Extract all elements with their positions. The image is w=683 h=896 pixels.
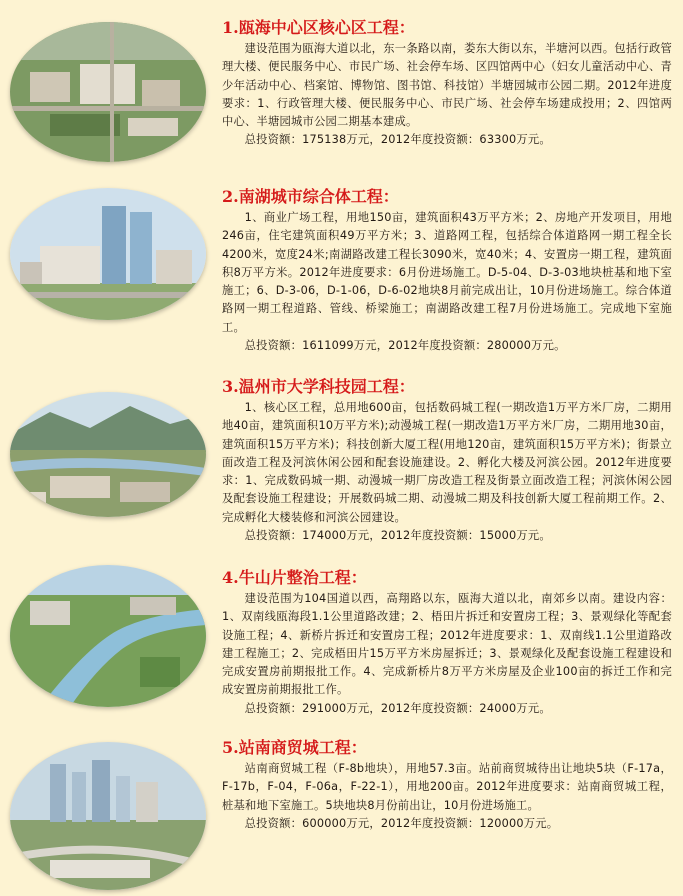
project-image-2 xyxy=(10,188,206,320)
project-description: 建设范围为104国道以西，高翔路以东，瓯海大道以北，南郊乡以南。建设内容：1、双南线瓯海段1.1公里道路改建；2、梧田片拆迁和安置房工程；3、景观绿化等配套设施工程；4、新桥片拆迁和安置房工程；2012年进度要求：1、双南线1.1公里道路改建工程施工；2、完成梧田片15万平方米房屋拆迁；3、景观绿化及配套设施工程建设和完成安置房前期报批工作。4、完成新桥片8万平方米房屋及企业100亩的拆迁工作和完成安置房前期报批工作。 xyxy=(222,592,672,697)
project-title: 3.温州市大学科技园工程： xyxy=(222,377,415,396)
project-investment: 总投资额：1611099万元，2012年度投资额：280000万元。 xyxy=(244,339,566,353)
project-description: 建设范围为瓯海大道以北，东一条路以南，娄东大街以东，半塘河以西。包括行政管理大楼、便民服务中心、市民广场、社会停车场、区四馆两中心（妇女儿童活动中心、青少年活动中心、档案馆、博物馆、图书馆、科技馆）半塘园城市公园二期。2012年进度要求：1、行政管理大楼、便民服务中心、市民广场、社会停车场建成投用；2、四馆两中心、半塘园城市公园二期基本建成。 xyxy=(222,42,672,129)
project-section-1 xyxy=(0,0,683,175)
project-description: 站南商贸城工程（F-8b地块），用地57.3亩。站前商贸城待出让地块5块（F-17a，F-17b，F-04，F-06a，F-22-1），用地200亩。2012年进度要求：站南商贸城工程，桩基和地下室施工。5块地块8月份前出让，10月份进场施工。 xyxy=(222,762,672,812)
project-description: 1、商业广场工程，用地150亩，建筑面积43万平方米；2、房地产开发项目，用地246亩，住宅建筑面积49万平方米；3、道路网工程，包括综合体道路网一期工程全长4200米，宽度24米;南湖路改建工程长3090米，宽40米；4、安置房一期工程，建筑面积8万平方米。2012年进度要求：6月份进场施工。D-5-04、D-3-03地块桩基和地下室施工；6、D-3-06，D-1-06，D-6-02地块8月前完成出让，10月份进场施工。综合体道路网一期工程道路、管线、桥梁施工；南湖路改建工程7月份进场施工。完成地下室施工。 xyxy=(222,211,672,334)
project-image-1 xyxy=(10,22,206,162)
project-description: 1、核心区工程，总用地600亩，包括数码城工程(一期改造1万平方米厂房，二期用地40亩，建筑面积10万平方米);动漫城工程(一期改造1万平方米厂房，二期用地30亩，建筑面积15万平方米)；科技创新大厦工程(用地120亩，建筑面积15万平方米)；街景立面改造工程及河滨休闲公园和配套设施建设。2、孵化大楼及河滨公园。2012年进度要求：1、完成数码城一期、动漫城一期厂房改造工程及街景立面改造工程；河滨休闲公园及配套设施工程建设；开展数码城二期、动漫城二期及科技创新大厦工程前期工作。2、完成孵化大楼装修和河滨公园建设。 xyxy=(222,401,672,524)
project-section-4 xyxy=(0,560,683,730)
project-investment: 总投资额：174000万元，2012年度投资额：15000万元。 xyxy=(244,529,551,543)
project-investment: 总投资额：175138万元，2012年度投资额：63300万元。 xyxy=(244,133,551,147)
project-image-3 xyxy=(10,392,206,517)
project-title: 5.站南商贸城工程： xyxy=(222,738,367,757)
project-title: 1.瓯海中心区核心区工程： xyxy=(222,18,415,37)
project-image-4 xyxy=(10,565,206,707)
project-section-5 xyxy=(0,730,683,896)
project-section-3 xyxy=(0,365,683,560)
project-section-2 xyxy=(0,175,683,365)
project-title: 4.牛山片整治工程： xyxy=(222,568,367,587)
project-investment: 总投资额：291000万元，2012年度投资额：24000万元。 xyxy=(244,701,551,715)
project-investment: 总投资额：600000万元，2012年度投资额：120000万元。 xyxy=(244,816,559,830)
project-image-5 xyxy=(10,742,206,890)
project-title: 2.南湖城市综合体工程： xyxy=(222,187,399,206)
